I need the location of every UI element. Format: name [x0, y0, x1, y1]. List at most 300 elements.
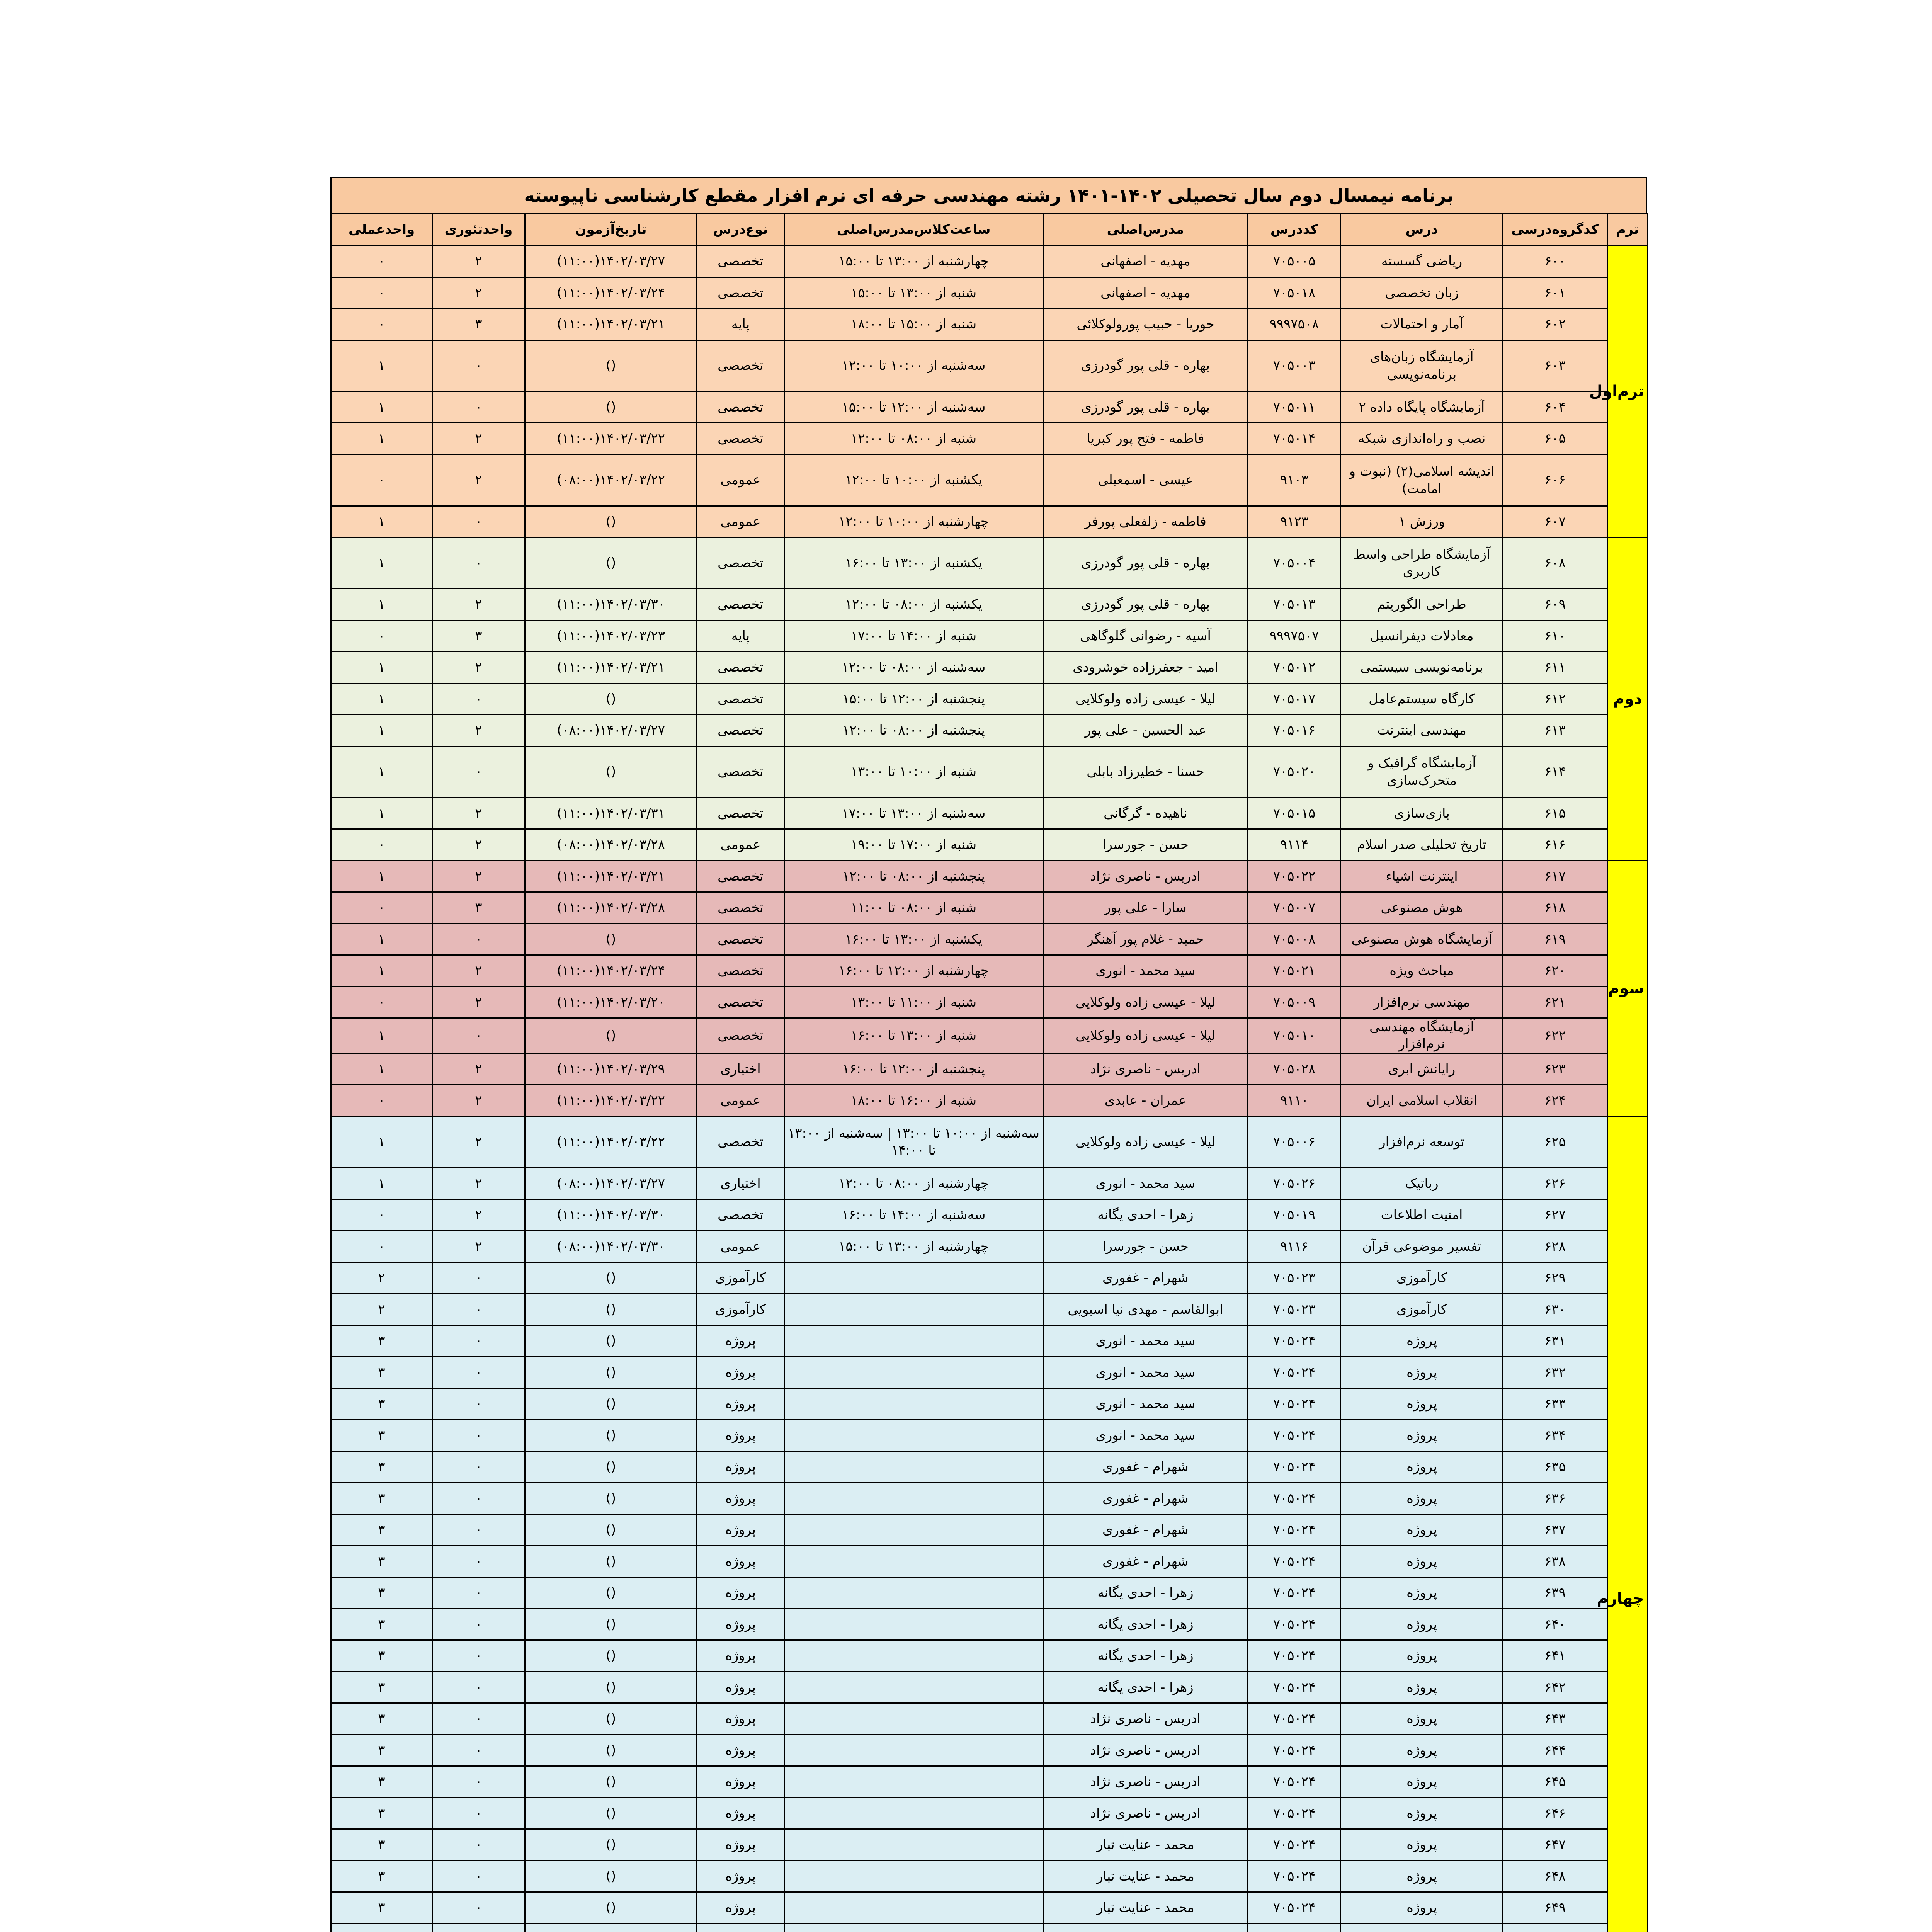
table-row [331, 1451, 1648, 1483]
theory-units-cell: ۰ [432, 1294, 525, 1325]
practical-units-cell: ۱ [331, 340, 432, 391]
theory-units-cell: ۰ [432, 1262, 525, 1294]
term-label-cell: ترم‌اول [1607, 246, 1648, 537]
group-code-cell: ۶۱۱ [1503, 652, 1607, 684]
theory-units-cell: ۰ [432, 923, 525, 955]
group-code-cell: ۶۰۴ [1503, 391, 1607, 423]
exam-date-cell: ۱۴۰۲/۰۳/۳۰(۰۸:۰۰) [525, 1231, 697, 1262]
table-row [331, 506, 1648, 537]
header-course-code: کددرس [1248, 214, 1341, 246]
practical-units-cell: ۳ [331, 1357, 432, 1388]
exam-date-cell: () [525, 1861, 697, 1892]
group-code-cell: ۶۰۲ [1503, 309, 1607, 340]
theory-units-cell: ۰ [432, 506, 525, 537]
practical-units-cell: ۱ [331, 746, 432, 798]
class-time-cell [784, 1357, 1043, 1388]
class-time-cell [784, 1325, 1043, 1357]
table-row [331, 589, 1648, 621]
class-time-cell: یکشنبه از ۱۳:۰۰ تا ۱۶:۰۰ [784, 923, 1043, 955]
course-code-cell: ۹۱۱۴ [1248, 829, 1341, 861]
instructor-cell: فاطمه - فتح پور کبریا [1043, 423, 1248, 455]
course-name-cell: مهندسی نرم‌افزار [1341, 986, 1503, 1018]
course-type-cell: پروژه [697, 1451, 784, 1483]
course-name-cell: پروژه [1341, 1703, 1503, 1735]
table-row [331, 537, 1648, 589]
instructor-cell: بهاره - قلی پور گودرزی [1043, 589, 1248, 621]
theory-units-cell: ۲ [432, 589, 525, 621]
instructor-cell: محمد - عنایت تبار [1043, 1829, 1248, 1861]
page-title: برنامه نیمسال دوم سال تحصیلی ۱۴۰۲-۱۴۰۱ رشته مهندسی حرفه ای نرم افزار مقطع کارشناسی ناپیوسته [330, 177, 1647, 213]
group-code-cell: ۶۲۱ [1503, 986, 1607, 1018]
table-row [331, 1577, 1648, 1609]
practical-units-cell: ۰ [331, 246, 432, 277]
table-row [331, 1735, 1648, 1766]
practical-units-cell: ۰ [331, 1085, 432, 1116]
exam-date-cell: () [525, 1546, 697, 1577]
course-code-cell: ۷۰۵۰۲۴ [1248, 1388, 1341, 1420]
instructor-cell: لیلا - عیسی زاده ولوکلایی [1043, 986, 1248, 1018]
course-type-cell: تخصصی [697, 1018, 784, 1053]
course-name-cell: پروژه [1341, 1735, 1503, 1766]
class-time-cell [784, 1703, 1043, 1735]
table-row [331, 246, 1648, 277]
course-name-cell: آمار و احتمالات [1341, 309, 1503, 340]
theory-units-cell: ۰ [432, 1357, 525, 1388]
theory-units-cell: ۰ [432, 1577, 525, 1609]
practical-units-cell: ۱ [331, 1018, 432, 1053]
practical-units-cell: ۳ [331, 1325, 432, 1357]
group-code-cell: ۶۲۰ [1503, 955, 1607, 987]
group-code-cell: ۶۳۰ [1503, 1294, 1607, 1325]
course-code-cell: ۷۰۵۰۲۴ [1248, 1672, 1341, 1703]
exam-date-cell: ۱۴۰۲/۰۳/۲۲(۱۱:۰۰) [525, 423, 697, 455]
class-time-cell: سه‌شنبه از ۱۲:۰۰ تا ۱۵:۰۰ [784, 391, 1043, 423]
course-type-cell: تخصصی [697, 652, 784, 684]
table-row [331, 620, 1648, 652]
course-type-cell: اختیاری [697, 1168, 784, 1199]
course-name-cell: پروژه [1341, 1609, 1503, 1640]
table-row [331, 1231, 1648, 1262]
class-time-cell [784, 1829, 1043, 1861]
exam-date-cell: ۱۴۰۲/۰۳/۲۲(۰۸:۰۰) [525, 454, 697, 506]
theory-units-cell: ۲ [432, 1199, 525, 1231]
theory-units-cell: ۰ [432, 391, 525, 423]
table-row [331, 454, 1648, 506]
course-code-cell: ۷۰۵۰۲۴ [1248, 1483, 1341, 1514]
instructor-cell: حمید - غلام پور آهنگر [1043, 923, 1248, 955]
class-time-cell [784, 1640, 1043, 1672]
theory-units-cell: ۲ [432, 652, 525, 684]
course-name-cell: برنامه‌نویسی سیستمی [1341, 652, 1503, 684]
course-type-cell: تخصصی [697, 986, 784, 1018]
theory-units-cell: ۲ [432, 1053, 525, 1085]
table-row [331, 309, 1648, 340]
header-practical-units: واحدعملی [331, 214, 432, 246]
course-type-cell: پروژه [697, 1577, 784, 1609]
class-time-cell: سه‌شنبه از ۰۸:۰۰ تا ۱۲:۰۰ [784, 652, 1043, 684]
course-name-cell: تاریخ تحلیلی صدر اسلام [1341, 829, 1503, 861]
table-row [331, 955, 1648, 987]
instructor-cell: زهرا - احدی یگانه [1043, 1577, 1248, 1609]
exam-date-cell: () [525, 1451, 697, 1483]
practical-units-cell: ۱ [331, 423, 432, 455]
course-type-cell: عمومی [697, 506, 784, 537]
course-type-cell: پروژه [697, 1829, 784, 1861]
exam-date-cell: () [525, 1766, 697, 1798]
theory-units-cell: ۲ [432, 277, 525, 309]
table-row [331, 1798, 1648, 1829]
exam-date-cell: () [525, 1357, 697, 1388]
exam-date-cell: () [525, 537, 697, 589]
header-instructor: مدرس‌اصلی [1043, 214, 1248, 246]
course-code-cell: ۷۰۵۰۲۴ [1248, 1798, 1341, 1829]
practical-units-cell: ۱ [331, 589, 432, 621]
course-type-cell: اختیاری [697, 1053, 784, 1085]
table-row [331, 715, 1648, 747]
table-row [331, 1199, 1648, 1231]
instructor-cell: بهاره - قلی پور گودرزی [1043, 340, 1248, 391]
table-row [331, 798, 1648, 829]
theory-units-cell: ۰ [432, 683, 525, 715]
group-code-cell: ۶۱۷ [1503, 861, 1607, 892]
group-code-cell: ۶۴۷ [1503, 1829, 1607, 1861]
exam-date-cell: ۱۴۰۲/۰۳/۲۸(۰۸:۰۰) [525, 829, 697, 861]
group-code-cell: ۶۳۹ [1503, 1577, 1607, 1609]
course-code-cell: ۷۰۵۰۲۳ [1248, 1294, 1341, 1325]
course-type-cell: تخصصی [697, 892, 784, 924]
theory-units-cell: ۰ [432, 1640, 525, 1672]
group-code-cell: ۶۲۷ [1503, 1199, 1607, 1231]
exam-date-cell: () [525, 1262, 697, 1294]
group-code-cell: ۶۴۹ [1503, 1892, 1607, 1923]
class-time-cell [784, 1577, 1043, 1609]
course-type-cell: پروژه [697, 1766, 784, 1798]
theory-units-cell: ۰ [432, 1798, 525, 1829]
instructor-cell: ادریس - ناصری نژاد [1043, 861, 1248, 892]
group-code-cell: ۶۱۳ [1503, 715, 1607, 747]
group-code-cell: ۶۴۸ [1503, 1861, 1607, 1892]
theory-units-cell: ۲ [432, 861, 525, 892]
class-time-cell [784, 1294, 1043, 1325]
table-row [331, 1116, 1648, 1168]
course-name-cell: نصب و راه‌اندازی شبکه [1341, 423, 1503, 455]
course-code-cell: ۷۰۵۰۰۷ [1248, 892, 1341, 924]
practical-units-cell: ۳ [331, 1798, 432, 1829]
group-code-cell: ۶۴۶ [1503, 1798, 1607, 1829]
instructor-cell: سید محمد - انوری [1043, 1420, 1248, 1451]
table-row [331, 1168, 1648, 1199]
group-code-cell: ۶۱۴ [1503, 746, 1607, 798]
theory-units-cell: ۰ [432, 1609, 525, 1640]
course-code-cell: ۷۰۵۰۲۱ [1248, 955, 1341, 987]
exam-date-cell: ۱۴۰۲/۰۳/۳۱(۱۱:۰۰) [525, 798, 697, 829]
practical-units-cell: ۳ [331, 1861, 432, 1892]
theory-units-cell: ۲ [432, 955, 525, 987]
course-code-cell: ۷۰۵۰۲۴ [1248, 1357, 1341, 1388]
table-row [331, 986, 1648, 1018]
course-name-cell: پروژه [1341, 1451, 1503, 1483]
practical-units-cell: ۱ [331, 1053, 432, 1085]
group-code-cell: ۶۴۲ [1503, 1672, 1607, 1703]
course-name-cell: آزمایشگاه مهندسی نرم‌افزار [1341, 1018, 1503, 1053]
class-time-cell [784, 1420, 1043, 1451]
course-name-cell: رباتیک [1341, 1168, 1503, 1199]
course-code-cell: ۹۱۱۰ [1248, 1085, 1341, 1116]
course-name-cell: ریاضی گسسته [1341, 246, 1503, 277]
exam-date-cell: () [525, 1577, 697, 1609]
theory-units-cell: ۲ [432, 1168, 525, 1199]
course-code-cell: ۷۰۵۰۱۰ [1248, 1018, 1341, 1053]
course-code-cell: ۷۰۵۰۲۴ [1248, 1703, 1341, 1735]
course-name-cell: امنیت اطلاعات [1341, 1199, 1503, 1231]
group-code-cell: ۶۲۸ [1503, 1231, 1607, 1262]
course-type-cell: پروژه [697, 1420, 784, 1451]
course-code-cell: ۷۰۵۰۲۲ [1248, 861, 1341, 892]
course-code-cell: ۷۰۵۰۱۶ [1248, 715, 1341, 747]
header-term: ترم [1607, 214, 1648, 246]
table-row [331, 923, 1648, 955]
class-time-cell: پنجشنبه از ۱۲:۰۰ تا ۱۶:۰۰ [784, 1053, 1043, 1085]
course-code-cell: ۷۰۵۰۱۱ [1248, 391, 1341, 423]
theory-units-cell: ۳ [432, 309, 525, 340]
exam-date-cell: ۱۴۰۲/۰۳/۲۳(۱۱:۰۰) [525, 620, 697, 652]
course-code-cell: ۷۰۵۰۲۴ [1248, 1861, 1341, 1892]
class-time-cell: چهارشنبه از ۱۰:۰۰ تا ۱۲:۰۰ [784, 506, 1043, 537]
course-name-cell: پروژه [1341, 1798, 1503, 1829]
class-time-cell: سه‌شنبه از ۱۰:۰۰ تا ۱۳:۰۰ | سه‌شنبه از ۱۳:۰۰ تا ۱۴:۰۰ [784, 1116, 1043, 1168]
course-type-cell: تخصصی [697, 1199, 784, 1231]
instructor-cell: سارا - علی پور [1043, 892, 1248, 924]
theory-units-cell: ۰ [432, 537, 525, 589]
table-row [331, 1483, 1648, 1514]
course-type-cell: پروژه [697, 1514, 784, 1546]
class-time-cell: چهارشنبه از ۱۲:۰۰ تا ۱۶:۰۰ [784, 955, 1043, 987]
course-type-cell: پروژه [697, 1483, 784, 1514]
practical-units-cell: ۳ [331, 1766, 432, 1798]
group-code-cell: ۶۳۷ [1503, 1514, 1607, 1546]
course-type-cell: پروژه [697, 1640, 784, 1672]
course-type-cell: پروژه [697, 1388, 784, 1420]
class-time-cell [784, 1546, 1043, 1577]
course-name-cell: کارآموزی [1341, 1294, 1503, 1325]
course-code-cell: ۷۰۵۰۲۴ [1248, 1892, 1341, 1923]
group-code-cell: ۶۴۳ [1503, 1703, 1607, 1735]
exam-date-cell: () [525, 1829, 697, 1861]
table-row [331, 1546, 1648, 1577]
practical-units-cell: ۲ [331, 1294, 432, 1325]
course-type-cell: پروژه [697, 1892, 784, 1923]
course-type-cell: پروژه [697, 1672, 784, 1703]
course-type-cell: کارآموزی [697, 1262, 784, 1294]
course-type-cell: عمومی [697, 1085, 784, 1116]
theory-units-cell: ۲ [432, 1085, 525, 1116]
exam-date-cell: ۱۴۰۲/۰۳/۲۷(۱۱:۰۰) [525, 246, 697, 277]
practical-units-cell: ۱ [331, 798, 432, 829]
course-name-cell: توسعه نرم‌افزار [1341, 1116, 1503, 1168]
course-code-cell: ۷۰۵۰۲۴ [1248, 1640, 1341, 1672]
theory-units-cell: ۲ [432, 715, 525, 747]
class-time-cell: سه‌شنبه از ۱۰:۰۰ تا ۱۲:۰۰ [784, 340, 1043, 391]
theory-units-cell [432, 1923, 525, 1932]
class-time-cell: شنبه از ۰۸:۰۰ تا ۱۱:۰۰ [784, 892, 1043, 924]
course-name-cell: اینترنت اشیاء [1341, 861, 1503, 892]
practical-units-cell: ۰ [331, 277, 432, 309]
table-row [331, 1514, 1648, 1546]
course-type-cell: پروژه [697, 1325, 784, 1357]
header-class-time: ساعت‌کلاس‌مدرس‌اصلی [784, 214, 1043, 246]
group-code-cell: ۶۳۶ [1503, 1483, 1607, 1514]
course-name-cell: آزمایشگاه طراحی واسط کاربری [1341, 537, 1503, 589]
group-code-cell: ۶۰۰ [1503, 246, 1607, 277]
practical-units-cell: ۰ [331, 454, 432, 506]
practical-units-cell: ۱ [331, 1116, 432, 1168]
table-row [331, 1703, 1648, 1735]
group-code-cell: ۶۲۶ [1503, 1168, 1607, 1199]
course-type-cell: پروژه [697, 1703, 784, 1735]
table-row [331, 1262, 1648, 1294]
practical-units-cell: ۲ [331, 1262, 432, 1294]
course-name-cell: پروژه [1341, 1766, 1503, 1798]
course-type-cell: پروژه [697, 1546, 784, 1577]
group-code-cell: ۶۰۷ [1503, 506, 1607, 537]
exam-date-cell: () [525, 1420, 697, 1451]
practical-units-cell: ۰ [331, 829, 432, 861]
instructor-cell: شهرام - غفوری [1043, 1546, 1248, 1577]
theory-units-cell: ۳ [432, 620, 525, 652]
table-row [331, 1892, 1648, 1923]
instructor-cell [1043, 1923, 1248, 1932]
course-code-cell: ۷۰۵۰۲۴ [1248, 1735, 1341, 1766]
group-code-cell: ۶۱۸ [1503, 892, 1607, 924]
course-type-cell: پروژه [697, 1357, 784, 1388]
practical-units-cell: ۰ [331, 620, 432, 652]
course-name-cell [1341, 1923, 1503, 1932]
instructor-cell: بهاره - قلی پور گودرزی [1043, 537, 1248, 589]
instructor-cell: زهرا - احدی یگانه [1043, 1609, 1248, 1640]
table-row [331, 892, 1648, 924]
practical-units-cell: ۳ [331, 1609, 432, 1640]
exam-date-cell: () [525, 1483, 697, 1514]
header-group-code: کدگروه‌درسی [1503, 214, 1607, 246]
exam-date-cell: ۱۴۰۲/۰۳/۲۱(۱۱:۰۰) [525, 861, 697, 892]
class-time-cell [784, 1892, 1043, 1923]
instructor-cell: سید محمد - انوری [1043, 1357, 1248, 1388]
course-name-cell: رایانش ابری [1341, 1053, 1503, 1085]
practical-units-cell: ۳ [331, 1483, 432, 1514]
exam-date-cell [525, 1923, 697, 1932]
course-code-cell: ۷۰۵۰۲۴ [1248, 1514, 1341, 1546]
table-row [331, 829, 1648, 861]
instructor-cell: ناهیده - گرگانی [1043, 798, 1248, 829]
instructor-cell: سید محمد - انوری [1043, 1325, 1248, 1357]
theory-units-cell: ۰ [432, 1388, 525, 1420]
group-code-cell: ۶۲۲ [1503, 1018, 1607, 1053]
group-code-cell: ۶۰۸ [1503, 537, 1607, 589]
course-name-cell: بازی‌سازی [1341, 798, 1503, 829]
practical-units-cell: ۳ [331, 1672, 432, 1703]
group-code-cell [1503, 1923, 1607, 1932]
class-time-cell: پنجشنبه از ۰۸:۰۰ تا ۱۲:۰۰ [784, 715, 1043, 747]
table-header-row [331, 214, 1648, 246]
course-type-cell: تخصصی [697, 1116, 784, 1168]
instructor-cell: محمد - عنایت تبار [1043, 1892, 1248, 1923]
exam-date-cell: () [525, 1514, 697, 1546]
instructor-cell: محمد - عنایت تبار [1043, 1861, 1248, 1892]
class-time-cell: یکشنبه از ۱۳:۰۰ تا ۱۶:۰۰ [784, 537, 1043, 589]
practical-units-cell: ۳ [331, 1829, 432, 1861]
group-code-cell: ۶۱۵ [1503, 798, 1607, 829]
course-name-cell: مباحث ویژه [1341, 955, 1503, 987]
theory-units-cell: ۰ [432, 1514, 525, 1546]
course-code-cell: ۹۱۲۳ [1248, 506, 1341, 537]
course-code-cell [1248, 1923, 1341, 1932]
course-code-cell: ۷۰۵۰۰۹ [1248, 986, 1341, 1018]
class-time-cell [784, 1798, 1043, 1829]
group-code-cell: ۶۲۹ [1503, 1262, 1607, 1294]
practical-units-cell: ۱ [331, 506, 432, 537]
course-type-cell: تخصصی [697, 537, 784, 589]
group-code-cell: ۶۳۸ [1503, 1546, 1607, 1577]
practical-units-cell: ۳ [331, 1892, 432, 1923]
class-time-cell: یکشنبه از ۰۸:۰۰ تا ۱۲:۰۰ [784, 589, 1043, 621]
class-time-cell: شنبه از ۱۱:۰۰ تا ۱۳:۰۰ [784, 986, 1043, 1018]
group-code-cell: ۶۰۵ [1503, 423, 1607, 455]
theory-units-cell: ۰ [432, 1325, 525, 1357]
practical-units-cell: ۱ [331, 715, 432, 747]
instructor-cell: لیلا - عیسی زاده ولوکلایی [1043, 1116, 1248, 1168]
class-time-cell [784, 1766, 1043, 1798]
exam-date-cell: ۱۴۰۲/۰۳/۲۷(۰۸:۰۰) [525, 715, 697, 747]
instructor-cell: زهرا - احدی یگانه [1043, 1199, 1248, 1231]
class-time-cell: شنبه از ۱۳:۰۰ تا ۱۶:۰۰ [784, 1018, 1043, 1053]
course-name-cell: ورزش ۱ [1341, 506, 1503, 537]
course-code-cell: ۷۰۵۰۱۲ [1248, 652, 1341, 684]
course-type-cell: پروژه [697, 1609, 784, 1640]
exam-date-cell: () [525, 1703, 697, 1735]
course-code-cell: ۹۱۰۳ [1248, 454, 1341, 506]
class-time-cell: یکشنبه از ۱۰:۰۰ تا ۱۲:۰۰ [784, 454, 1043, 506]
course-type-cell: تخصصی [697, 715, 784, 747]
group-code-cell: ۶۳۳ [1503, 1388, 1607, 1420]
class-time-cell [784, 1514, 1043, 1546]
class-time-cell: سه‌شنبه از ۱۴:۰۰ تا ۱۶:۰۰ [784, 1199, 1043, 1231]
practical-units-cell: ۳ [331, 1420, 432, 1451]
table-row [331, 1766, 1648, 1798]
exam-date-cell: () [525, 1892, 697, 1923]
instructor-cell: آسیه - رضوانی گلوگاهی [1043, 620, 1248, 652]
class-time-cell: شنبه از ۱۵:۰۰ تا ۱۸:۰۰ [784, 309, 1043, 340]
instructor-cell: مهدیه - اصفهانی [1043, 277, 1248, 309]
course-type-cell: تخصصی [697, 340, 784, 391]
course-type-cell: تخصصی [697, 798, 784, 829]
theory-units-cell: ۲ [432, 454, 525, 506]
class-time-cell: شنبه از ۱۳:۰۰ تا ۱۵:۰۰ [784, 277, 1043, 309]
class-time-cell: شنبه از ۱۴:۰۰ تا ۱۷:۰۰ [784, 620, 1043, 652]
instructor-cell: شهرام - غفوری [1043, 1483, 1248, 1514]
course-code-cell: ۷۰۵۰۰۵ [1248, 246, 1341, 277]
instructor-cell: ادریس - ناصری نژاد [1043, 1798, 1248, 1829]
class-time-cell [784, 1262, 1043, 1294]
group-code-cell: ۶۳۴ [1503, 1420, 1607, 1451]
course-name-cell: آزمایشگاه گرافیک و متحرک‌سازی [1341, 746, 1503, 798]
group-code-cell: ۶۴۰ [1503, 1609, 1607, 1640]
course-type-cell: تخصصی [697, 746, 784, 798]
group-code-cell: ۶۴۵ [1503, 1766, 1607, 1798]
course-type-cell: تخصصی [697, 391, 784, 423]
course-type-cell: کارآموزی [697, 1294, 784, 1325]
theory-units-cell: ۲ [432, 246, 525, 277]
course-type-cell: عمومی [697, 1231, 784, 1262]
